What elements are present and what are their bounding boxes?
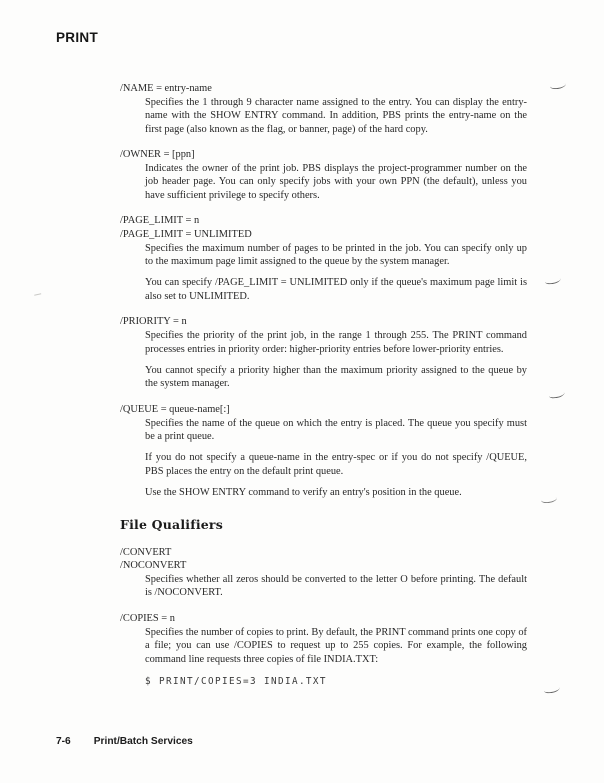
scan-speck (34, 291, 41, 295)
qualifier-paragraph: You cannot specify a priority higher than the maximum priority assigned to the queue by the system manager. (145, 364, 527, 390)
qualifier-name: /NAME = entry-name (120, 83, 212, 94)
qualifier-name: /PRIORITY = n (120, 316, 187, 328)
command-example: $ PRINT/COPIES=3 INDIA.TXT (145, 675, 327, 687)
qualifier-paragraph: Specifies the number of copies to print. By default, the PRINT command prints one copy of a file; you can use /COPIES to request up to 255 copies. For example, the following command line requests three copies of file INDIA.TXT: (145, 626, 527, 665)
qualifier-paragraph: Use the SHOW ENTRY command to verify an entry's position in the queue. (145, 487, 462, 499)
qualifier-paragraph: Specifies whether all zeros should be converted to the letter O before printing. The default is /NOCONVERT. (145, 573, 527, 599)
qualifier-paragraph: Specifies the priority of the print job, in the range 1 through 255. The PRINT command processes entries in priority order: higher-priority entries before lower-priority entries. (145, 330, 527, 355)
qualifier-name: /PAGE_LIMIT = n (120, 215, 200, 227)
qualifier-paragraph: If you do not specify a queue-name in the entry-spec or if you do not specify /QUEUE, PBS places the entry on the default print queue. (145, 452, 527, 477)
qualifier-name: /OWNER = [ppn] (120, 149, 195, 161)
qualifier-entry (120, 315, 530, 391)
qualifier-paragraph: Specifies the 1 through 9 character name assigned to the entry. You can display the entry-name with the SHOW ENTRY command. In addition, PBS prints the entry-name on the first page (also known as the flag, or banner, page) of the hard copy. (145, 96, 527, 135)
qualifier-entry (120, 148, 530, 202)
qualifier-paragraph: Indicates the owner of the print job. PBS displays the project-programmer number on the job header page. You can only specify jobs with your own PPN (the default), unless you have sufficient privilege to specify others. (145, 163, 527, 201)
qualifier-entry (120, 82, 530, 136)
qualifier-entry (120, 546, 530, 600)
qualifier-name: /PAGE_LIMIT = UNLIMITED (120, 228, 252, 240)
scan-artifact-mark (549, 392, 565, 399)
qualifier-name: /COPIES = n (120, 612, 175, 624)
qualifier-paragraph: Specifies the maximum number of pages to be printed in the job. You can specify only up to the maximum page limit assigned to the queue by the system manager. (145, 242, 527, 267)
scan-artifact-mark (544, 687, 560, 694)
scan-artifact-mark (545, 278, 561, 285)
running-head-title: PRINT (56, 30, 98, 45)
qualifier-paragraph: You can specify /PAGE_LIMIT = UNLIMITED only if the queue's maximum page limit is also set to UNLIMITED. (145, 277, 527, 302)
qualifier-paragraph: Specifies the name of the queue on which the entry is placed. The queue you specify must be a print queue. (145, 417, 527, 443)
scan-artifact-mark (550, 83, 566, 89)
page-footer (56, 736, 193, 747)
scan-artifact-mark (541, 498, 557, 504)
qualifier-entry (120, 403, 530, 500)
footer-page-number: 7-6 (56, 736, 71, 747)
qualifier-entry (120, 612, 530, 687)
qualifier-name: /NOCONVERT (120, 560, 187, 572)
page-body (120, 82, 530, 699)
qualifier-name: /QUEUE = queue-name[:] (120, 403, 230, 415)
qualifier-entry (120, 214, 530, 303)
section-heading: File Qualifiers (120, 516, 223, 532)
footer-doc-title: Print/Batch Services (93, 736, 193, 747)
qualifier-name: /CONVERT (120, 546, 172, 558)
